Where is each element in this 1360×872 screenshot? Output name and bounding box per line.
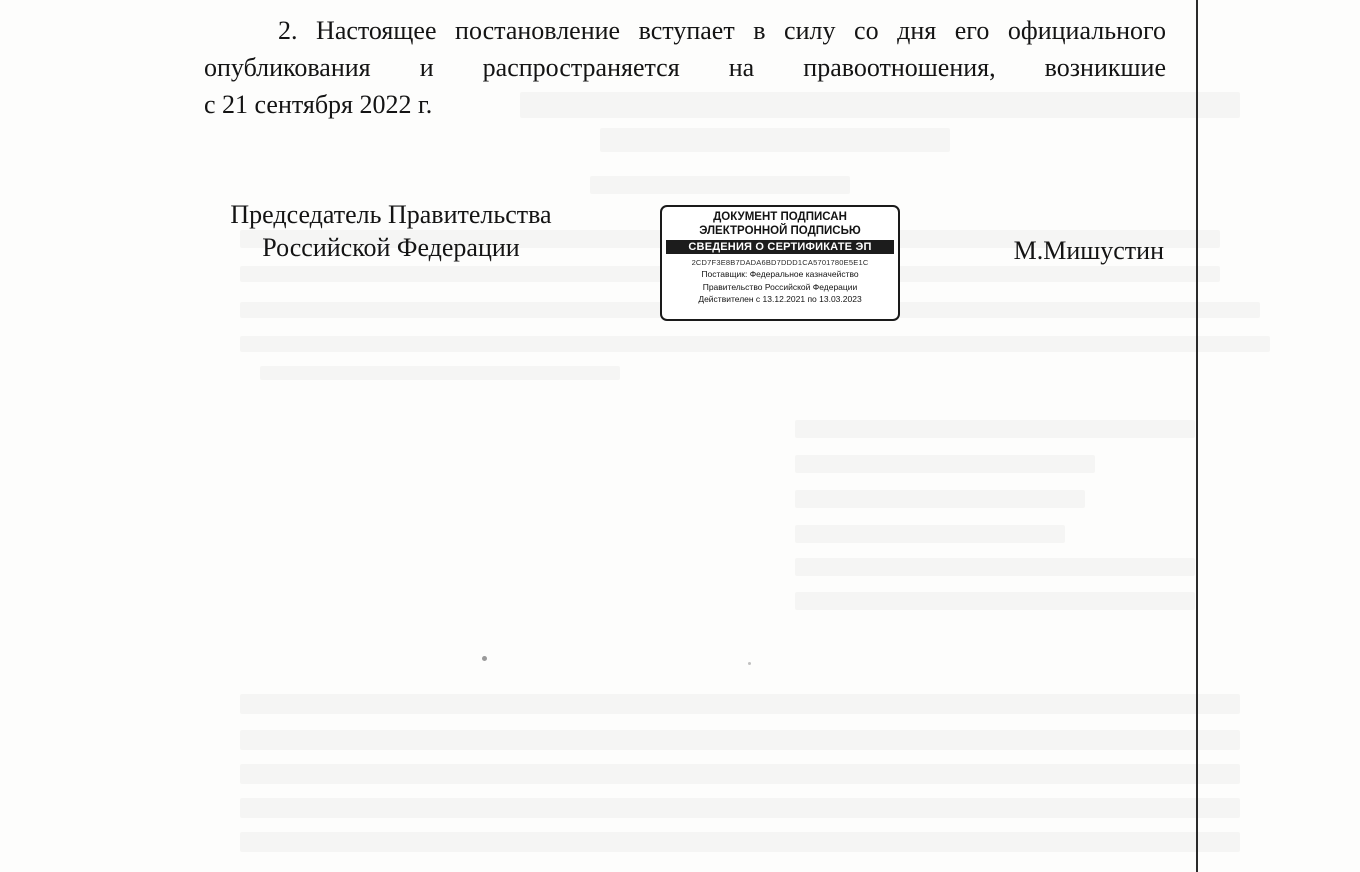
stamp-title <box>662 210 898 238</box>
bleed-through-mark <box>240 764 1240 784</box>
signer-name: М.Мишустин <box>1013 236 1164 265</box>
paragraph-line: 2. Настоящее постановление вступает в силу со дня его официального <box>278 16 1166 45</box>
bleed-through-mark <box>795 525 1065 543</box>
certificate-supplier: Поставщик: Федеральное казначейство <box>701 269 859 279</box>
bleed-through-mark <box>795 455 1095 473</box>
scan-speck <box>748 662 751 665</box>
signatory-position <box>204 198 578 264</box>
bleed-through-mark <box>795 420 1195 438</box>
bleed-through-mark <box>240 730 1240 750</box>
paragraph-line: с 21 сентября 2022 г. <box>204 90 433 119</box>
bleed-through-mark <box>240 694 1240 714</box>
electronic-signature-stamp <box>660 205 900 321</box>
stamp-title-line: ДОКУМЕНТ ПОДПИСАН <box>713 211 847 223</box>
page-edge-line <box>1196 0 1198 872</box>
certificate-validity: Действителен с 13.12.2021 по 13.03.2023 <box>698 294 862 304</box>
bleed-through-mark <box>260 366 620 380</box>
certificate-serial: 2CD7F3E8B7DADA6BD7DDD1CA5701780E5E1C <box>691 258 869 267</box>
stamp-title-line: ЭЛЕКТРОННОЙ ПОДПИСЬЮ <box>699 225 861 237</box>
position-line: Председатель Правительства <box>230 200 552 229</box>
bleed-through-mark <box>240 798 1240 818</box>
scan-speck <box>482 656 487 661</box>
position-line: Российской Федерации <box>262 233 520 262</box>
bleed-through-mark <box>795 490 1085 508</box>
bleed-through-mark <box>600 128 950 152</box>
bleed-through-mark <box>240 336 1270 352</box>
paragraph-line: опубликования и распространяется на правоотношения, возникшие <box>204 53 1166 82</box>
bleed-through-mark <box>240 832 1240 852</box>
certificate-details <box>662 268 898 306</box>
bleed-through-mark <box>795 592 1195 610</box>
certificate-info-band: СВЕДЕНИЯ О СЕРТИФИКАТЕ ЭП <box>666 240 894 254</box>
bleed-through-mark <box>795 558 1195 576</box>
bleed-through-mark <box>590 176 850 194</box>
decree-effective-paragraph <box>204 12 1166 123</box>
certificate-owner: Правительство Российской Федерации <box>702 281 858 292</box>
